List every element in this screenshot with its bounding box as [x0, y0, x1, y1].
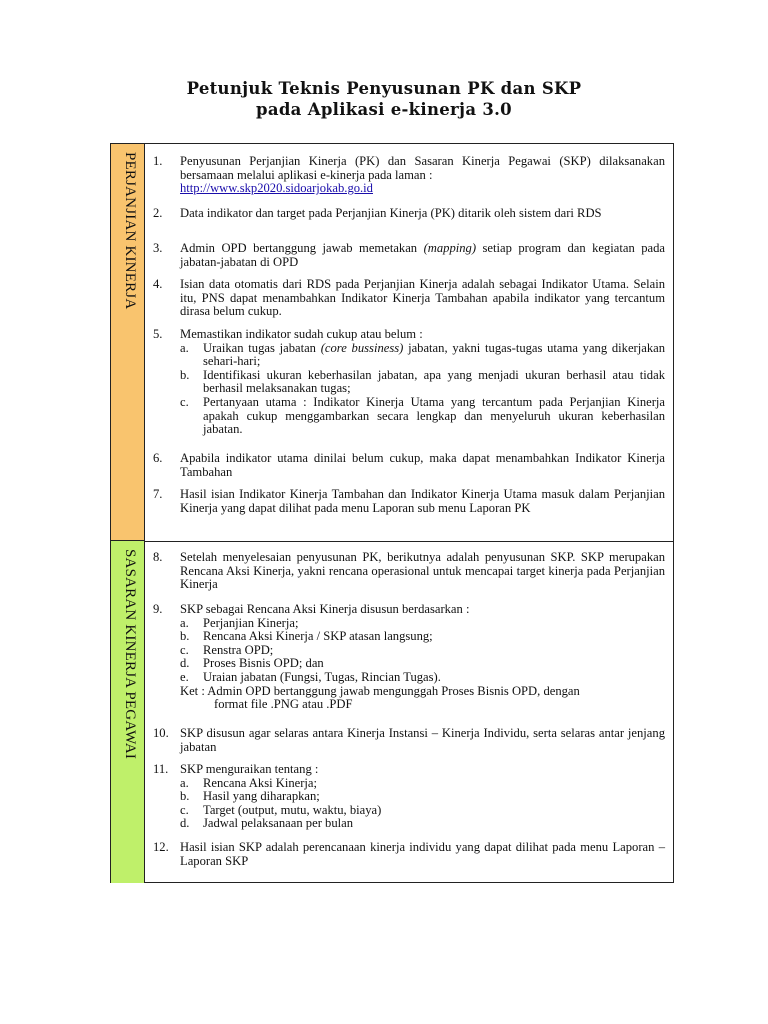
sub-item-letter: d.: [180, 816, 190, 831]
sub-item-letter: b.: [180, 629, 190, 644]
sub-item-text: Target (output, mutu, waktu, biaya): [203, 802, 382, 817]
sub-item-text: Pertanyaan utama : Indikator Kinerja Utama yang tercantum pada Perjanjian Kinerja apakah cukup menggambarkan secara lengkap dan menyeluruh ukuran keberhasilan jabatan.: [203, 394, 665, 437]
item-number: 1.: [153, 154, 163, 168]
sub-item: [180, 777, 665, 791]
list-item-8: [153, 551, 665, 592]
section-label-cell-skp: [111, 541, 145, 883]
sub-item-letter: a.: [180, 615, 189, 630]
item-text: SKP sebagai Rencana Aksi Kinerja disusun berdasarkan : a. Perjanjian Kinerja; b. Rencana Aksi Kinerja / SKP atasan langsung; c. Renstra OPD; d. Proses Bisnis OPD; dan e. Uraian jabatan (Fungsi, Tugas, Rincian Tugas). Ket : Admin OPD bertanggung jawab mengunggah Proses Bisnis OPD, dengan format file .PNG atau .PDF: [180, 603, 665, 712]
title-line-1: Petunjuk Teknis Penyusunan PK dan SKP: [186, 79, 582, 98]
section-label-skp: SASARAN KINERJA PEGAWAI: [122, 549, 138, 760]
sub-item-5a: [180, 342, 665, 369]
sub-item-letter: b.: [180, 367, 190, 382]
sub-item: [180, 617, 665, 631]
section-label-pk: PERJANJIAN KINERJA: [122, 152, 138, 310]
list-item-5: [153, 328, 665, 437]
sub-item-letter: e.: [180, 669, 189, 684]
sub-item-letter: a.: [180, 340, 189, 355]
section-row-pk: [145, 144, 673, 542]
item-text: Data indikator dan target pada Perjanjian Kinerja (PK) ditarik oleh sistem dari RDS: [180, 206, 602, 220]
guideline-table: [110, 143, 674, 883]
item-text: Penyusunan Perjanjian Kinerja (PK) dan Sasaran Kinerja Pegawai (SKP) dilaksanakan bersamaan melalui aplikasi e-kinerja pada laman : http://www.skp2020.sidoarjokab.go.id: [180, 154, 665, 196]
sub-item-text: Proses Bisnis OPD; dan: [203, 656, 324, 671]
table-content: [145, 144, 673, 882]
item-number: 9.: [153, 602, 163, 616]
sub-item-letter: c.: [180, 394, 189, 409]
sub-item-5c: [180, 396, 665, 437]
sub-item-text: Uraian jabatan (Fungsi, Tugas, Rincian Tugas).: [203, 669, 441, 684]
list-item-11: [153, 763, 665, 831]
list-item-7: [153, 488, 665, 515]
sub-item-text: Uraikan tugas jabatan (core bussiness) jabatan, yakni tugas-tugas utama yang dikerjakan sehari-hari;: [203, 340, 666, 369]
sub-item-text: Perjanjian Kinerja;: [203, 615, 299, 630]
list-item-1: [153, 155, 665, 196]
sub-item-letter: c.: [180, 642, 189, 657]
item-number: 4.: [153, 277, 163, 291]
sub-item-letter: c.: [180, 802, 189, 817]
sub-item-letter: a.: [180, 775, 189, 790]
item-number: 6.: [153, 451, 163, 465]
sub-item-5b: [180, 369, 665, 396]
list-item-6: [153, 452, 665, 479]
sub-item: [180, 804, 665, 818]
sub-item-letter: b.: [180, 789, 190, 804]
item-number: 11.: [153, 762, 169, 776]
sub-item-text: Hasil yang diharapkan;: [203, 789, 320, 804]
sub-item-text: Identifikasi ukuran keberhasilan jabatan, apa yang menjadi ukuran berhasil atau tidak berhasil melaksanakan tugas;: [203, 367, 665, 396]
sub-item: [180, 630, 665, 644]
sub-item-text: Rencana Aksi Kinerja;: [203, 775, 318, 790]
item-number: 3.: [153, 241, 163, 255]
item-text: SKP menguraikan tentang : a. Rencana Aksi Kinerja; b. Hasil yang diharapkan; c. Target (output, mutu, waktu, biaya) d. Jadwal pelaksanaan per bulan: [180, 763, 665, 831]
item-text: Memastikan indikator sudah cukup atau belum : a. Uraikan tugas jabatan (core bussiness) jabatan, yakni tugas-tugas utama yang dikerjakan sehari-hari; b. Identifikasi ukuran keberhasilan jabatan, apa yang menjadi ukuran berhasil atau tidak berhasil melaksanakan tugas; c. Pertanyaan utama : Indikator Kinerja Utama yang tercantum pada Perjanjian Kinerja apakah cukup menggambarkan secara lengkap dan menyeluruh ukuran keberhasilan jabatan.: [180, 327, 666, 437]
note-line-2: format file .PNG atau .PDF: [214, 697, 353, 712]
item-text: Hasil isian Indikator Kinerja Tambahan dan Indikator Kinerja Utama masuk dalam Perjanjian Kinerja yang dapat dilihat pada menu Laporan sub menu Laporan PK: [180, 487, 665, 515]
item-number: 10.: [153, 726, 169, 740]
skp-website-link[interactable]: http://www.skp2020.sidoarjokab.go.id: [180, 181, 373, 196]
list-item-10: [153, 727, 665, 754]
sub-item-letter: d.: [180, 656, 190, 671]
item-text: Isian data otomatis dari RDS pada Perjanjian Kinerja adalah sebagai Indikator Utama. Selain itu, PNS dapat menambahkan Indikator Kinerja Tambahan apabila indikator yang tercantum dirasa belum cukup.: [180, 277, 665, 319]
list-item-2: [153, 207, 665, 221]
item-number: 5.: [153, 327, 163, 341]
item-number: 12.: [153, 840, 169, 854]
item-number: 7.: [153, 487, 163, 501]
list-item-3: [153, 242, 665, 269]
item-text: Setelah menyelesaian penyusunan PK, berikutnya adalah penyusunan SKP. SKP merupakan Rencana Aksi Kinerja, yakni rencana operasional untuk mencapai target kinerja pada Perjanjian Kinerja: [180, 550, 665, 592]
section-row-skp: [145, 541, 673, 883]
section-label-cell-pk: [111, 144, 145, 541]
list-item-9: [153, 603, 665, 712]
item-number: 2.: [153, 206, 163, 220]
sub-item-text: Rencana Aksi Kinerja / SKP atasan langsung;: [203, 629, 433, 644]
title-line-2: pada Aplikasi e-kinerja 3.0: [256, 100, 512, 119]
list-item-4: [153, 278, 665, 319]
item-text: Admin OPD bertanggung jawab memetakan (mapping) setiap program dan kegiatan pada jabatan-jabatan di OPD: [180, 241, 665, 269]
sub-item: [180, 671, 665, 685]
sub-item-text: Renstra OPD;: [203, 642, 274, 657]
list-item-12: [153, 841, 665, 868]
item-text: Hasil isian SKP adalah perencanaan kinerja individu yang dapat dilihat pada menu Laporan – Laporan SKP: [180, 840, 665, 868]
item-number: 8.: [153, 550, 163, 564]
sub-item: [180, 817, 665, 831]
sub-item: [180, 644, 665, 658]
note-line-1: Ket : Admin OPD bertanggung jawab mengunggah Proses Bisnis OPD, dengan: [180, 683, 580, 698]
item-text: Apabila indikator utama dinilai belum cukup, maka dapat menambahkan Indikator Kinerja Tambahan: [180, 451, 665, 479]
sub-item: [180, 657, 665, 671]
sub-item: [180, 790, 665, 804]
item-text: SKP disusun agar selaras antara Kinerja Instansi – Kinerja Individu, serta selaras antar jenjang jabatan: [180, 726, 665, 754]
document-title: [0, 78, 768, 120]
sub-item-text: Jadwal pelaksanaan per bulan: [203, 816, 354, 831]
